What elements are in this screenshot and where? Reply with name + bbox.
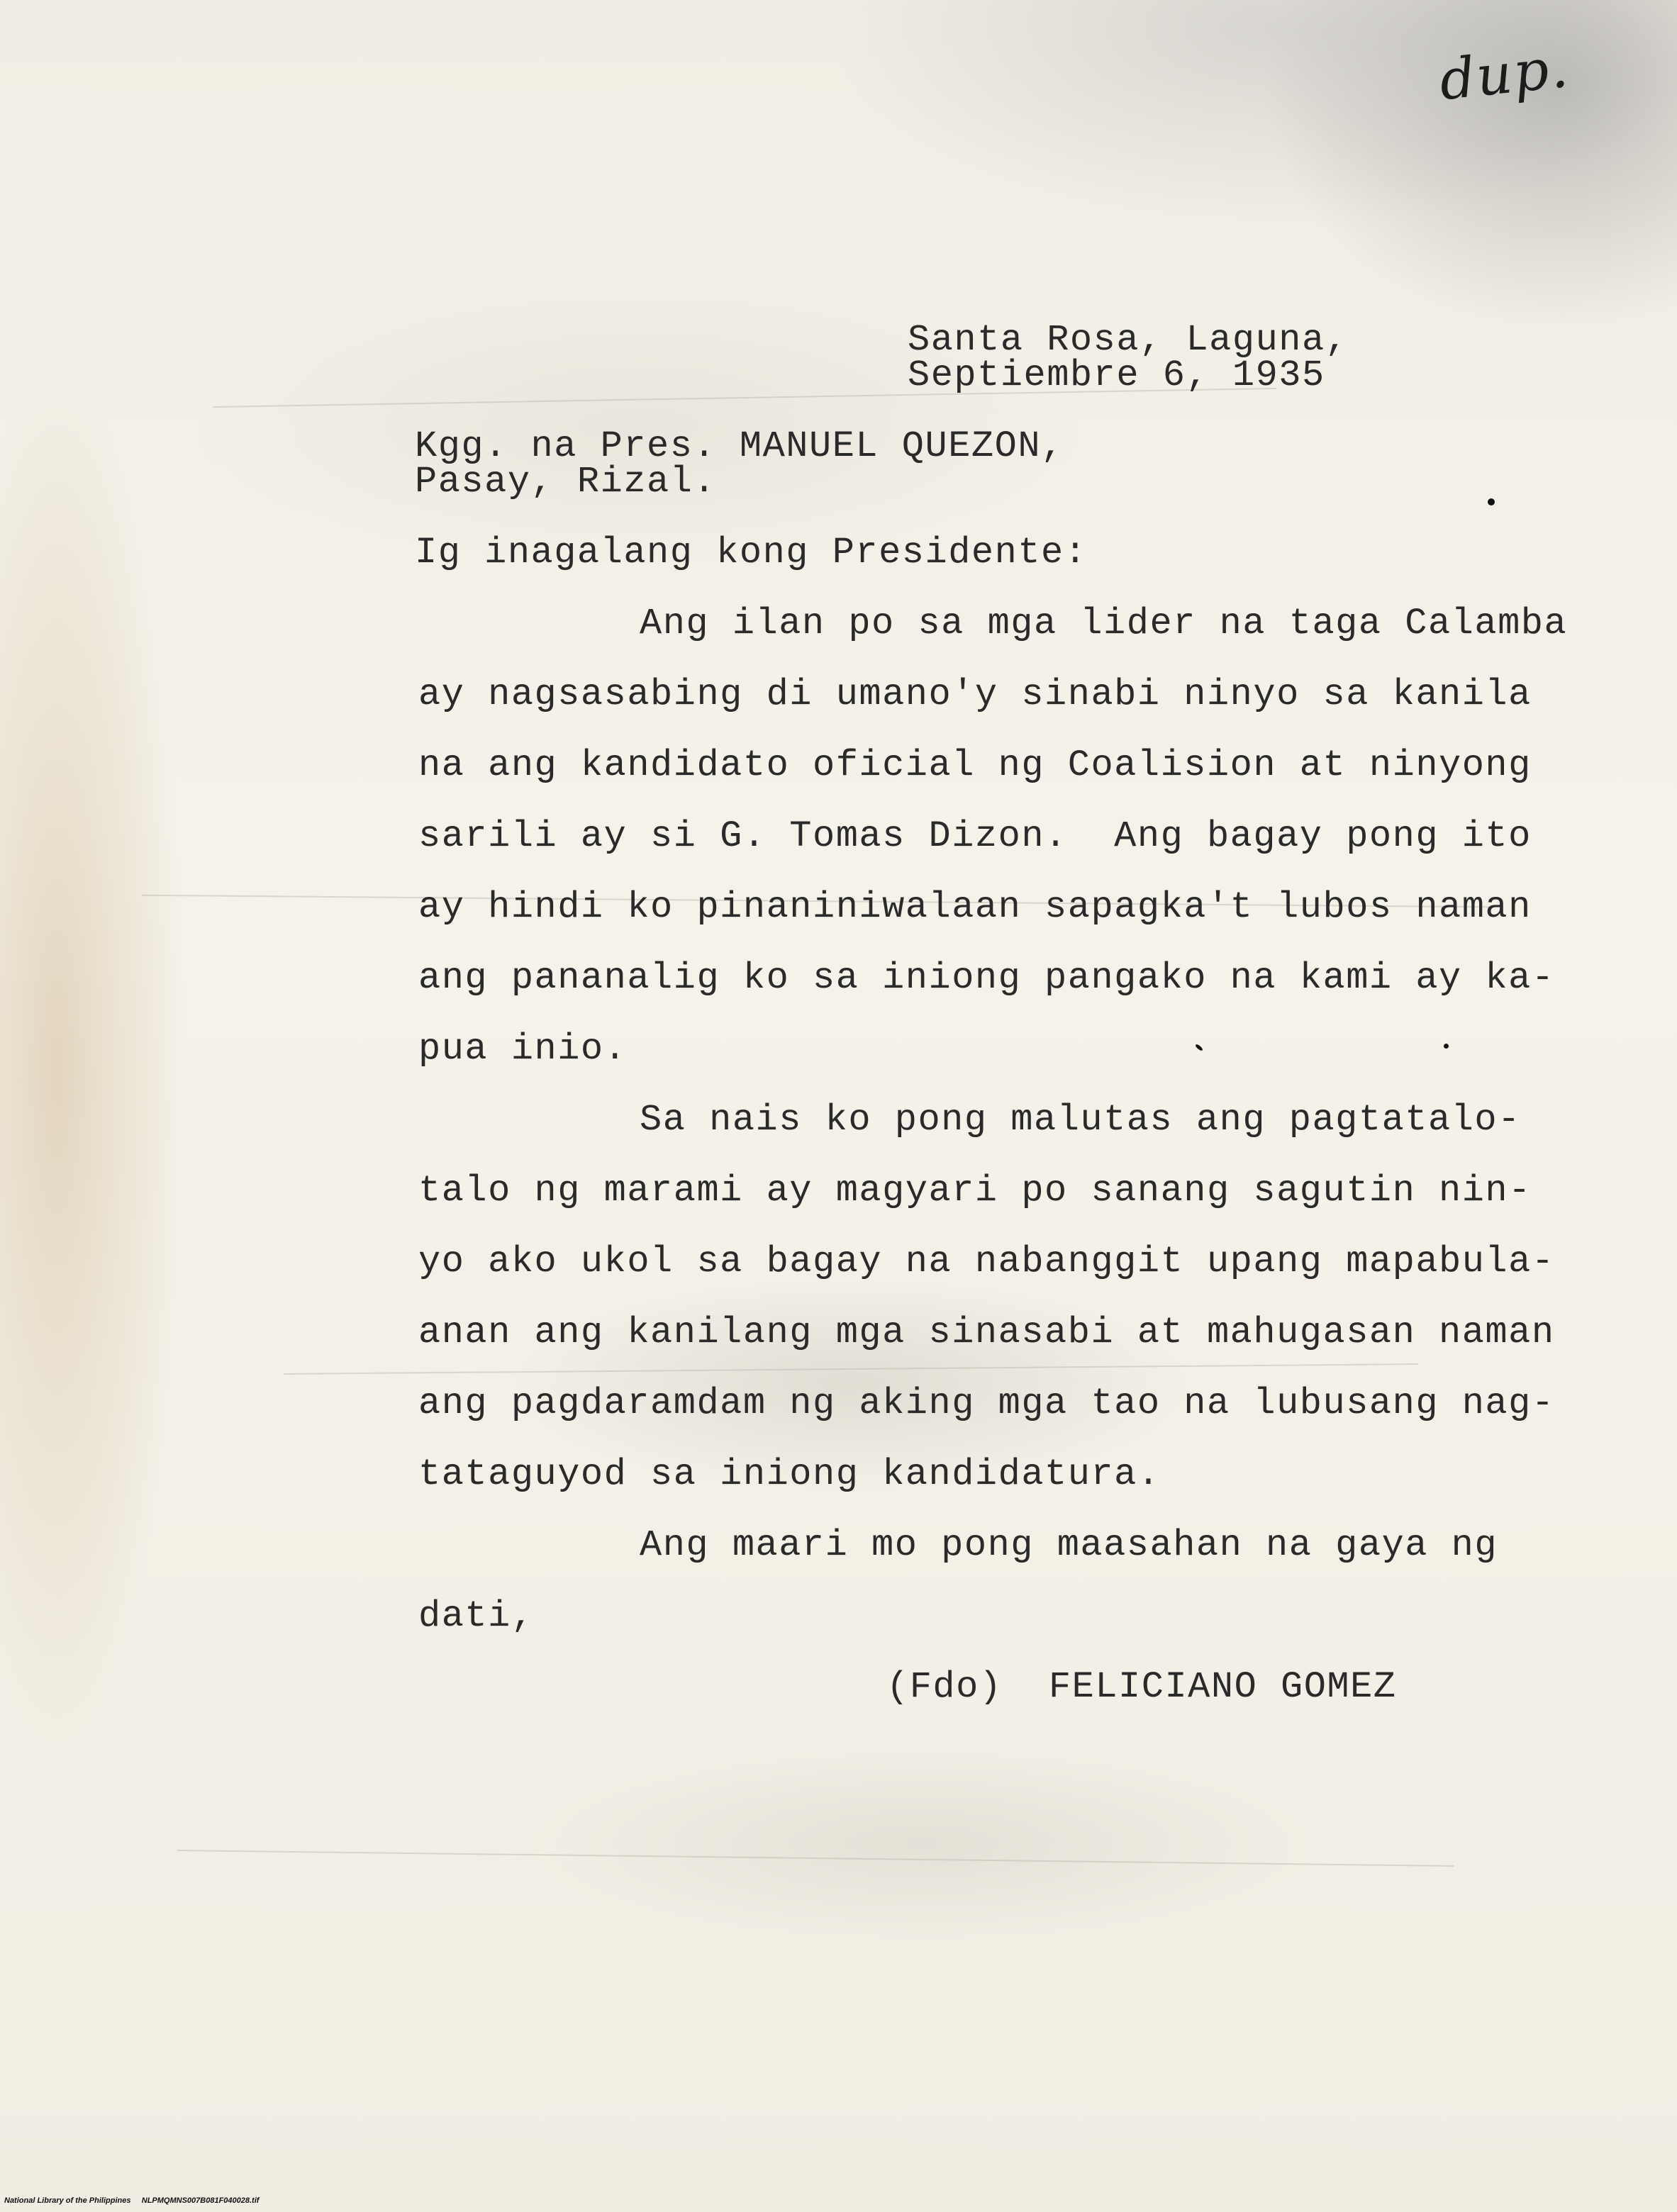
body-line: ang pagdaramdam ng aking mga tao na lubusang nag- (418, 1382, 1555, 1424)
ink-speck (1444, 1044, 1449, 1049)
body-line: sarili ay si G. Tomas Dizon. Ang bagay pong ito (418, 815, 1532, 857)
body-line: tataguyod sa iniong kandidatura. (418, 1453, 1161, 1495)
footer-file-id: NLPMQMNS007B081F040028.tif (141, 2196, 260, 2205)
date-line: Septiembre 6, 1935 (908, 354, 1325, 396)
handwritten-margin-note: dup. (1436, 35, 1573, 113)
body-line: ay nagsasabing di umano'y sinabi ninyo sa kanila (418, 674, 1532, 715)
closing-line: Ang maari mo pong maasahan na gaya ng (640, 1524, 1498, 1566)
body-line: ay hindi ko pinaniniwalaan sapagka't lubos naman (418, 886, 1532, 928)
body-line: pua inio. (418, 1028, 628, 1070)
body-line: anan ang kanilang mga sinasabi at mahugasan naman (418, 1312, 1555, 1353)
body-line: yo ako ukol sa bagay na nabanggit upang mapabula- (418, 1241, 1555, 1283)
body-line: Sa nais ko pong malutas ang pagtatalo- (640, 1099, 1521, 1141)
place-line: Santa Rosa, Laguna, (908, 319, 1349, 361)
addressee-name: Kgg. na Pres. MANUEL QUEZON, (415, 425, 1064, 467)
ink-speck (1195, 1044, 1203, 1052)
body-line: ang pananalig ko sa iniong pangako na kami ay ka- (418, 957, 1555, 999)
body-line: talo ng marami ay magyari po sanang sagutin nin- (418, 1170, 1532, 1212)
body-line: na ang kandidato oficial ng Coalision at ninyong (418, 744, 1532, 786)
paper-crease (177, 1850, 1454, 1867)
ink-speck (1488, 498, 1495, 505)
addressee-location: Pasay, Rizal. (415, 461, 717, 503)
signature-line: (Fdo) FELICIANO GOMEZ (886, 1666, 1397, 1708)
archive-footer (4, 2196, 259, 2205)
body-line: Ang ilan po sa mga lider na taga Calamba (640, 603, 1568, 644)
salutation: Ig inagalang kong Presidente: (415, 532, 1088, 574)
footer-institution: National Library of the Philippines (4, 2196, 131, 2205)
closing-line: dati, (418, 1595, 535, 1637)
paper-crease (284, 1363, 1418, 1375)
